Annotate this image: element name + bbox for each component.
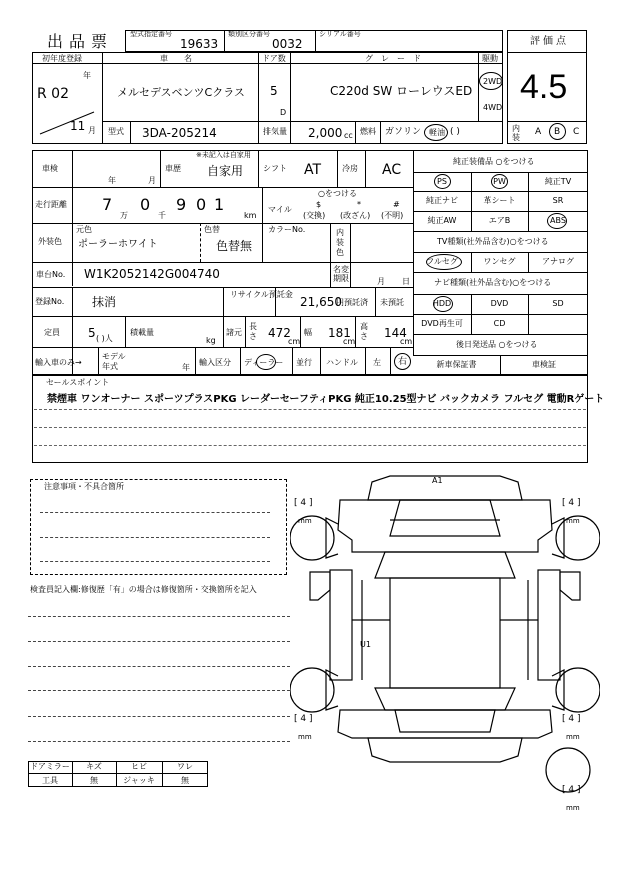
handle-selected-circle [394, 353, 411, 370]
mileage-tampered: (改ざん) [340, 211, 371, 220]
color-no-label: カラーNo. [268, 225, 306, 234]
mileage-digit-3: 9 [176, 195, 187, 214]
navi-dvd-play: DVD再生可 [421, 319, 463, 328]
chassis-label: 車台No. [36, 270, 66, 279]
mileage-digit-5: 1 [214, 195, 225, 214]
reg-no-label: 登録No. [35, 297, 65, 306]
oem-aw: 純正AW [427, 216, 457, 225]
first-reg-era: R 02 [37, 86, 69, 102]
recycle-label: リサイクル預託金 [230, 290, 293, 299]
import-parallel: 並行 [296, 358, 312, 367]
sales-point-label: セールスポイント [46, 378, 110, 387]
fuel-gasoline: ガソリン [385, 127, 422, 137]
import-dealer-circle [256, 354, 276, 370]
recycle-value: 21,650 [300, 295, 342, 309]
grade-label: グレード [365, 54, 429, 63]
ac-value: AC [382, 162, 402, 178]
inspection-label: 車検 [42, 164, 58, 173]
oem-airbag: エアB [488, 216, 511, 225]
tread-front-right: [ 4 ] [562, 498, 581, 508]
tread-front-left: [ 4 ] [294, 498, 313, 508]
import-only-label: 輸入車のみ→ [35, 358, 82, 367]
navi-dvd: DVD [490, 299, 509, 308]
height-value: 144 [384, 326, 407, 340]
import-dealer: ディーラー [244, 358, 284, 367]
tv-analog: アナログ [542, 257, 574, 266]
tread-rear-left: [ 4 ] [294, 714, 313, 724]
color-label: 外装色 [38, 237, 62, 246]
interior-b: B [554, 127, 561, 137]
displacement-label: 排気量 [263, 127, 287, 136]
mileage-label: 走行距離 [35, 200, 67, 209]
oem-leather: 革シート [483, 196, 516, 205]
model-designation-value: 19633 [180, 37, 219, 51]
fuel-diesel: 軽油 [429, 128, 445, 137]
drive-label: 駆動 [482, 54, 498, 63]
color-change-value: 色替無 [216, 239, 253, 253]
car-damage-diagram [290, 470, 600, 810]
width-value: 181 [328, 326, 351, 340]
load-label: 積載量 [130, 328, 154, 337]
usage-label: 車歴 [165, 164, 181, 173]
orig-color-value: ポーラーホワイト [78, 239, 158, 250]
ac-label: 冷房 [342, 164, 358, 173]
sales-point-section [32, 375, 588, 463]
model-year-label: モデル年式 [102, 352, 126, 371]
rating-label: 評価点 [530, 36, 569, 47]
doors-label: ドア数 [262, 54, 286, 63]
mileage-unknown: (不明) [381, 211, 404, 220]
damage-mark-u1: U1 [360, 640, 371, 649]
chassis-value: W1K2052142G004740 [84, 267, 220, 281]
interior-color-label: 内装色 [336, 228, 344, 257]
mileage-digit-1: 7 [102, 195, 113, 214]
handle-label: ハンドル [326, 358, 358, 367]
caution-label: 注意事項・不具合箇所 [44, 482, 124, 491]
oem-sr: SR [552, 196, 564, 205]
oem-pw: PW [493, 176, 506, 186]
oem-abs: ABS [550, 216, 566, 225]
category-label: 類別区分番号 [228, 30, 270, 38]
oem-header: 純正装備品 ○をつける [453, 157, 535, 166]
import-type-label: 輸入区分 [199, 358, 231, 367]
grade-value: C220d SW ローレウスED [330, 84, 473, 98]
sales-point-text: 禁煙車 ワンオーナー スポーツプラスPKG レーダーセーフティPKG 純正10.25型ナビ バックカメラ フルセグ 電動Rゲート [47, 394, 605, 405]
car-name-label: 車名 [160, 54, 208, 63]
shift-value: AT [304, 162, 322, 178]
navi-sd: SD [552, 299, 564, 308]
navi-cd: CD [493, 319, 506, 328]
later-header: 後日発送品 ○をつける [456, 340, 538, 349]
tv-fullseg: フルセグ [426, 257, 458, 266]
reg-no-value: 抹消 [92, 295, 117, 309]
fuel-label: 燃料 [360, 127, 376, 136]
later-warranty: 新車保証書 [436, 360, 477, 369]
drive-selected-circle [479, 72, 503, 90]
dims-label: 諸元 [226, 328, 242, 337]
shift-label: シフト [263, 164, 287, 173]
interior-c: C [573, 127, 580, 137]
later-inspection-cert: 車検証 [532, 360, 556, 369]
drive-4wd: 4WD [483, 103, 503, 112]
length-value: 472 [268, 326, 291, 340]
type-label: 型式 [108, 127, 124, 136]
tv-header: TV種類(社外品含む)○をつける [437, 237, 549, 246]
navi-header: ナビ種類(社外品含む)○をつける [434, 278, 552, 287]
category-value: 0032 [272, 37, 303, 51]
tv-oneseg: ワンセグ [483, 257, 516, 266]
inspector-label: 検査員記入欄:修復歴「有」の場合は修復箇所・交換箇所を記入 [30, 585, 257, 594]
interior-a: A [535, 127, 542, 137]
model-designation-label: 型式指定番号 [130, 30, 172, 38]
type-value: 3DA-205214 [142, 126, 217, 140]
interior-selected-circle [549, 123, 566, 140]
oem-tv: 純正TV [544, 176, 572, 186]
mileage-digit-4: 0 [196, 195, 207, 214]
form-title: 出品票 [47, 32, 114, 51]
car-name-value: メルセデスベンツCクラス [117, 86, 245, 99]
first-reg-month: 11 [70, 119, 86, 133]
capacity-label: 定員 [44, 328, 60, 337]
interior-label: 内装 [512, 124, 520, 142]
mileage-replaced: (交換) [303, 211, 326, 220]
mileage-digit-2: 0 [140, 195, 151, 214]
first-reg-label: 初年度登録 [42, 54, 82, 63]
tread-spare: [ 4 ] [562, 785, 581, 795]
oem-ps: PS [437, 176, 447, 186]
handle-right: 右 [398, 357, 408, 367]
handle-left: 左 [373, 358, 381, 367]
navi-hdd: HDD [432, 299, 452, 308]
doors-value: 5 [270, 84, 278, 98]
recycle-unpaid: 未預託 [380, 298, 404, 307]
fuel-selected-circle [424, 124, 448, 141]
usage-value: 自家用 [207, 164, 244, 178]
serial-label: シリアル番号 [319, 30, 361, 38]
mileage-mile: マイル [268, 205, 292, 214]
displacement-value: 2,000 [308, 126, 343, 140]
tread-rear-right: [ 4 ] [562, 714, 581, 724]
front-mark: A1 [432, 476, 443, 485]
name-change-label: 名変期限 [333, 265, 349, 283]
oem-navi: 純正ナビ [426, 196, 458, 205]
drive-2wd: 2WD [483, 77, 503, 86]
rating-value: 4.5 [520, 68, 568, 106]
capacity-value: 5 [88, 326, 96, 340]
